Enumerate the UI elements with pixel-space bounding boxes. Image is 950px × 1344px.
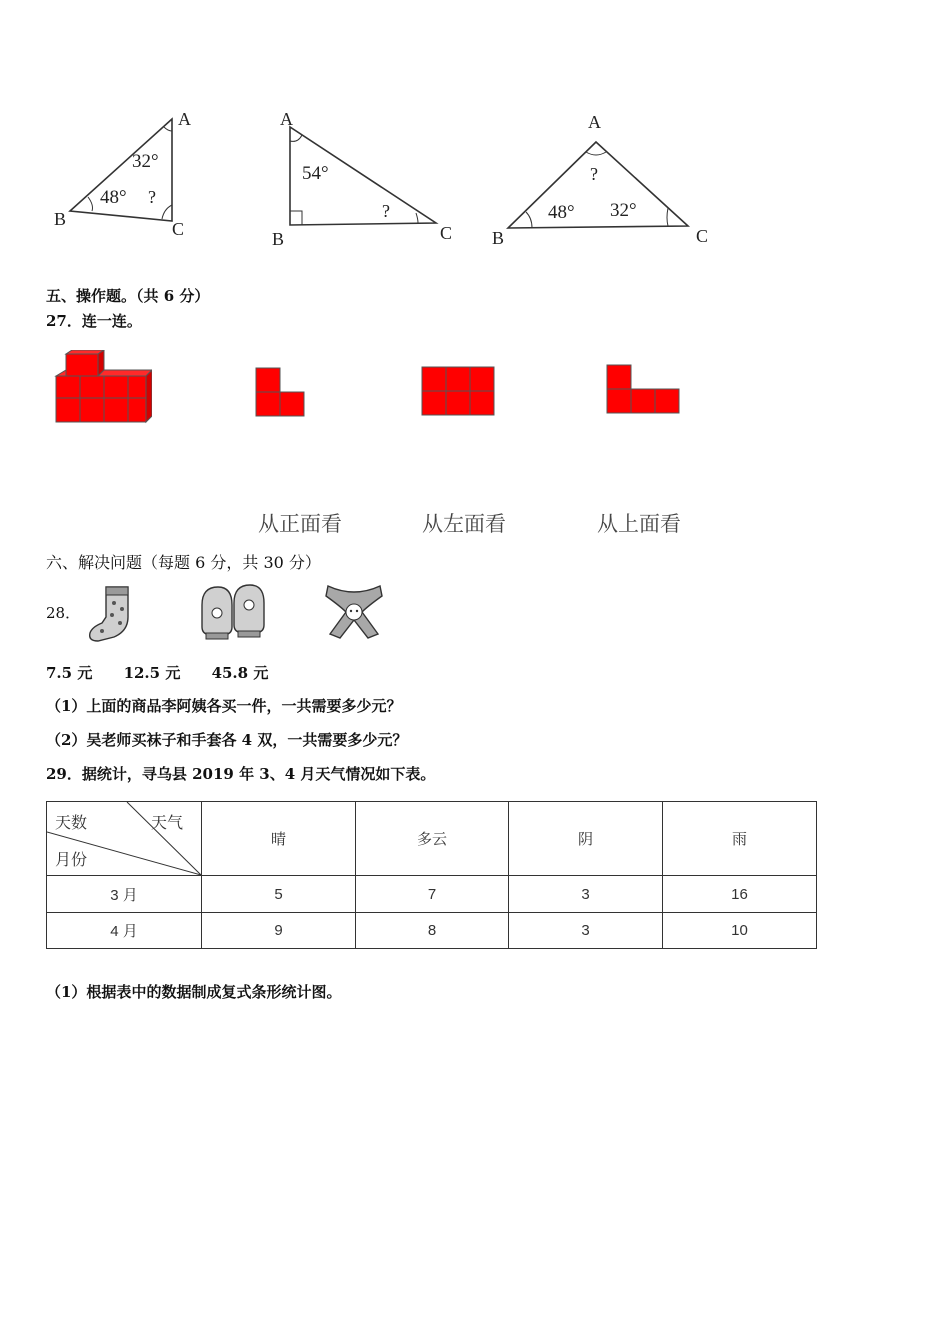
view-shape-long-l	[606, 364, 680, 418]
column-header: 晴	[202, 802, 356, 876]
price-scarf: 45.8 元	[211, 664, 269, 682]
vertex-b: B	[272, 229, 285, 249]
table-row	[47, 913, 817, 949]
question-29-title: 29．据统计，寻乌县 2019 年 3、4 月天气情况如下表。	[46, 765, 436, 783]
vertex-c: C	[440, 223, 453, 243]
angle-label: 32°	[132, 151, 159, 172]
question-28-number: 28．	[46, 604, 81, 622]
table-cell: 9	[202, 913, 356, 949]
question-27-title: 27．连一连。	[46, 312, 142, 330]
view-shape-l-svg	[255, 367, 305, 417]
q28-sub-1: （1）上面的商品李阿姨各买一件，一共需要多少元？	[46, 697, 402, 715]
table-cell: 5	[202, 876, 356, 913]
q28-sub-2: （2）吴老师买袜子和手套各 4 双，一共需要多少元？	[46, 731, 408, 749]
table-row	[47, 876, 817, 913]
view-label-top: 从上面看	[597, 512, 681, 536]
vertex-a: A	[588, 112, 601, 132]
vertex-c: C	[172, 219, 185, 239]
view-shape-long-l-svg	[606, 364, 680, 414]
table-cell: 3	[509, 876, 663, 913]
table-cell: 8	[356, 913, 509, 949]
angle-label: 32°	[610, 200, 637, 221]
cube-solid-figure	[52, 350, 152, 430]
scarf-icon	[322, 580, 386, 644]
cube-solid-svg	[52, 350, 152, 426]
sock-icon	[84, 583, 140, 647]
triangle-3-svg	[490, 110, 720, 250]
triangle-2-svg	[268, 105, 468, 255]
mittens-icon	[196, 583, 270, 647]
angle-label: 54°	[302, 163, 329, 184]
q29-sub-1: （1）根据表中的数据制成复式条形统计图。	[46, 983, 342, 1001]
vertex-b: B	[492, 228, 505, 248]
triangle-2-figure	[268, 105, 468, 259]
column-header: 多云	[356, 802, 509, 876]
angle-label: 48°	[100, 187, 127, 208]
corner-weather: 天气	[151, 815, 184, 832]
section-5-title: 五、操作题。（共 6 分）	[46, 287, 210, 305]
view-label-front: 从正面看	[258, 512, 342, 536]
table-cell: 10	[663, 913, 817, 949]
row-month: 3 月	[47, 876, 202, 913]
weather-table	[46, 801, 817, 949]
price-mittens: 12.5 元	[123, 664, 181, 682]
section-6-title: 六、解决问题（每题 6 分，共 30 分）	[46, 553, 321, 572]
column-header: 雨	[663, 802, 817, 876]
price-sock: 7.5 元	[46, 664, 93, 682]
corner-days: 天数	[55, 815, 88, 832]
angle-label: ?	[148, 187, 156, 207]
vertex-a: A	[280, 109, 293, 129]
triangle-1-figure	[50, 105, 210, 249]
view-shape-l	[255, 367, 305, 421]
table-cell: 7	[356, 876, 509, 913]
corner-month: 月份	[55, 852, 88, 869]
angle-label: 48°	[548, 202, 575, 223]
vertex-b: B	[54, 209, 67, 229]
triangle-3-figure	[490, 110, 720, 254]
view-shape-grid	[421, 366, 495, 420]
row-month: 4 月	[47, 913, 202, 949]
angle-label: ?	[382, 201, 390, 221]
table-cell: 16	[663, 876, 817, 913]
view-shape-grid-svg	[421, 366, 495, 416]
q28-prices	[46, 662, 294, 683]
table-corner-cell	[47, 802, 202, 876]
table-header-row	[47, 802, 817, 876]
angle-label: ?	[590, 164, 598, 184]
view-label-left: 从左面看	[422, 512, 506, 536]
triangle-1-svg	[50, 105, 210, 245]
vertex-a: A	[178, 109, 191, 129]
vertex-c: C	[696, 226, 709, 246]
column-header: 阴	[509, 802, 663, 876]
table-cell: 3	[509, 913, 663, 949]
